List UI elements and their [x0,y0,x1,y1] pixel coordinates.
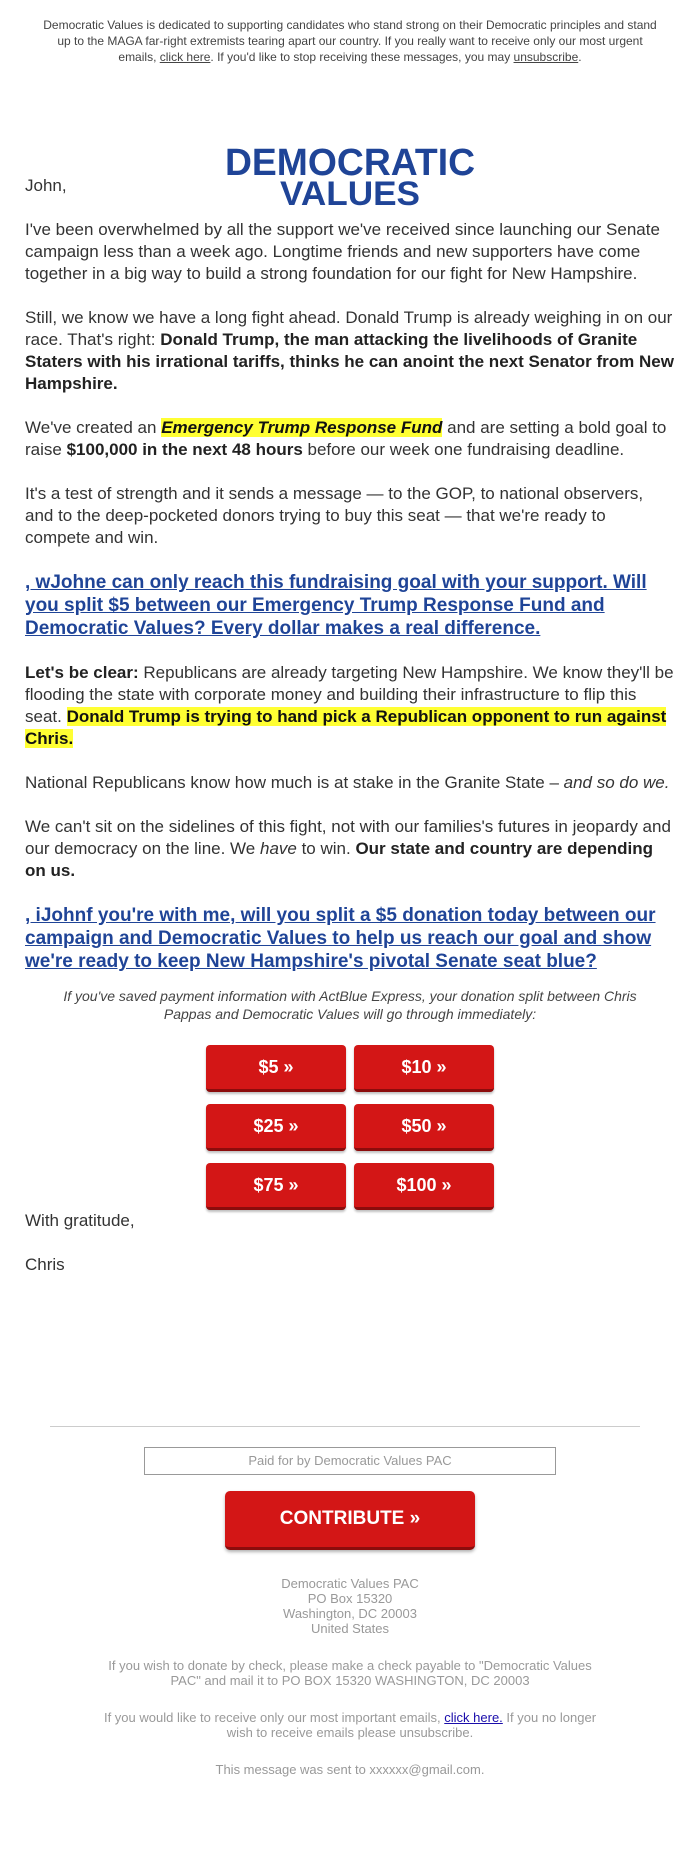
donate-10-button[interactable]: $10 » [354,1045,494,1092]
donate-75-button[interactable]: $75 » [206,1163,346,1210]
preheader-unsubscribe-link[interactable]: unsubscribe [513,50,579,64]
paid-for-box: Paid for by Democratic Values PAC [144,1447,556,1475]
paragraph-5-highlight: Donald Trump is trying to hand pick a Republican opponent to run against Chris. [25,707,667,748]
signature: Chris [25,1255,65,1274]
actblue-express-note: If you've saved payment information with ActBlue Express, your donation split between Chris Pappas and Democratic Values will go through immediately: [63,988,637,1022]
paragraph-2-bold: Donald Trump, the man attacking the livelihoods of Granite Staters with his irrational tariffs, thinks he can anoint the next Senator from New Hampshire. [25,330,674,393]
greeting: John, [25,176,67,195]
donation-cta-link-1[interactable]: , wJohne can only reach this fundraising goal with your support. Will you split $5 between our Emergency Trump Response Fund and Democratic Values? Every dollar makes a real difference. [25,572,647,639]
address-line: Washington, DC 20003 [283,1606,417,1621]
paragraph-5-text: Republicans are already targeting New Hampshire. We know they'll be flooding the state with corporate money and building their infrastructure to flip this seat. [25,663,674,726]
sent-to-note: This message was sent to xxxxxx@gmail.com. [215,1762,485,1777]
paragraph-7 [25,816,675,882]
logo-line1: DEMOCRATIC [225,142,475,184]
important-emails-text-b: If you no longer wish to receive emails please unsubscribe. [226,1710,597,1740]
address-block [0,1576,700,1636]
paragraph-6 [25,772,675,794]
preheader-text-2: . If you'd like to stop receiving these messages, you may [210,50,514,64]
paragraph-3 [25,417,675,461]
paragraph-3-text-c: before our week one fundraising deadline. [302,440,625,459]
preheader-text-3: . [578,50,582,64]
closing: With gratitude, [25,1211,135,1230]
donate-50-button[interactable]: $50 » [354,1104,494,1151]
check-donation-note: If you wish to donate by check, please make a check payable to "Democratic Values PAC" and mail it to PO BOX 15320 WASHINGTON, DC 20003 [108,1658,592,1688]
paragraph-5 [25,662,675,750]
emergency-fund-highlight: Emergency Trump Response Fund [161,418,443,437]
paragraph-2 [25,307,675,395]
paragraph-6-text: National Republicans know how much is at stake in the Granite State – [25,773,564,792]
address-line: PO Box 15320 [307,1591,393,1606]
email-body [0,175,700,1276]
footer-click-here-link[interactable]: click here. [444,1710,503,1725]
footer-divider [50,1426,640,1427]
donation-amount-buttons [206,1045,494,1210]
paragraph-7-bold: Our state and country are depending on us. [25,839,654,880]
paragraph-6-italic: and so do we. [563,773,670,792]
important-emails-note [100,1710,600,1740]
preheader-click-here-link[interactable]: click here [159,50,211,64]
preheader [0,0,700,65]
contribute-button[interactable]: CONTRIBUTE » [225,1491,475,1550]
paragraph-7-text-a: We can't sit on the sidelines of this fight, not with our families's futures in jeopardy and our democracy on the line. We [25,817,671,858]
address-line: United States [310,1621,390,1636]
paragraph-1: I've been overwhelmed by all the support we've received since launching our Senate campaign less than a week ago. Longtime friends and new supporters have come together in a big way to build a strong foundation for our fight for New Hampshire. [25,220,660,283]
important-emails-text-a: If you would like to receive only our most important emails, [103,1710,445,1725]
footer [0,1576,700,1777]
logo-line2: VALUES [280,175,420,213]
paragraph-3-bold: $100,000 in the next 48 hours [66,440,303,459]
paragraph-7-text-b: to win. [296,839,356,858]
paragraph-3-text-a: We've created an [25,418,162,437]
donate-25-button[interactable]: $25 » [206,1104,346,1151]
paragraph-2-text: Still, we know we have a long fight ahead. Donald Trump is already weighing in on our race. That's right: [25,308,673,349]
paragraph-3-text-b: and are setting a bold goal to raise [25,418,667,459]
paragraph-5-bold: Let's be clear: [25,663,139,682]
preheader-text-1: Democratic Values is dedicated to supporting candidates who stand strong on their Democratic principles and stand up to the MAGA far-right extremists tearing apart our country. If you really want to receive only our most urgent emails, [43,18,657,64]
paragraph-4: It's a test of strength and it sends a message — to the GOP, to national observers, and to the deep-pocketed donors trying to buy this seat — that we're ready to compete and win. [25,484,644,547]
donation-cta-link-2[interactable]: , iJohnf you're with me, will you split a $5 donation today between our campaign and Democratic Values to help us reach our goal and show we're ready to keep New Hampshire's pivotal Senate seat blue? [25,905,656,972]
address-line: Democratic Values PAC [281,1576,419,1591]
donate-100-button[interactable]: $100 » [354,1163,494,1210]
paragraph-7-italic: have [259,839,297,858]
donate-5-button[interactable]: $5 » [206,1045,346,1092]
